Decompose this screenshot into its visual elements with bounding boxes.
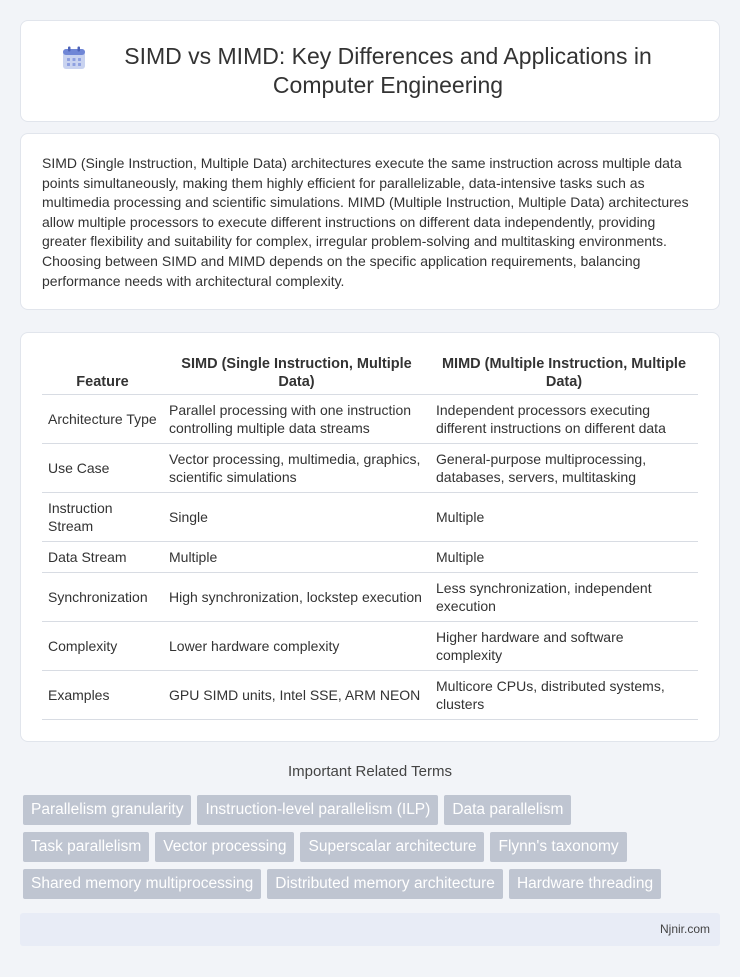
comparison-table-card <box>20 332 720 742</box>
header-feature: Feature <box>42 351 163 395</box>
cell-simd: Lower hardware complexity <box>163 622 430 671</box>
cell-feature: Data Stream <box>42 542 163 573</box>
footer-site-link[interactable]: Njnir.com <box>659 922 710 936</box>
tag-row <box>23 869 723 899</box>
tag-data-parallelism[interactable]: Data parallelism <box>444 795 571 825</box>
related-terms-title: Important Related Terms <box>288 763 452 780</box>
cell-mimd: Multiple <box>430 542 698 573</box>
table-header-row <box>42 351 698 395</box>
cell-feature: Examples <box>42 671 163 720</box>
calendar-icon <box>61 45 87 71</box>
cell-feature: Complexity <box>42 622 163 671</box>
title-card <box>20 20 720 122</box>
table-row <box>42 671 698 720</box>
tag-flynns-taxonomy[interactable]: Flynn's taxonomy <box>490 832 626 862</box>
cell-mimd: Independent processors executing different instructions on different data <box>430 395 698 444</box>
cell-simd: Parallel processing with one instruction controlling multiple data streams <box>163 395 430 444</box>
tag-row <box>23 832 723 862</box>
header-simd: SIMD (Single Instruction, Multiple Data) <box>163 351 430 395</box>
cell-feature: Use Case <box>42 444 163 493</box>
table-row <box>42 542 698 573</box>
cell-mimd: Multicore CPUs, distributed systems, clusters <box>430 671 698 720</box>
cell-feature: Instruction Stream <box>42 493 163 542</box>
table-row <box>42 395 698 444</box>
tag-row <box>23 795 723 825</box>
cell-simd: Single <box>163 493 430 542</box>
cell-feature: Architecture Type <box>42 395 163 444</box>
tag-vector-processing[interactable]: Vector processing <box>155 832 294 862</box>
cell-mimd: Higher hardware and software complexity <box>430 622 698 671</box>
cell-simd: Vector processing, multimedia, graphics, scientific simulations <box>163 444 430 493</box>
tag-distributed-memory-architecture[interactable]: Distributed memory architecture <box>267 869 503 899</box>
related-terms-tags <box>23 795 723 906</box>
table-row <box>42 622 698 671</box>
tag-instruction-level-parallelism[interactable]: Instruction-level parallelism (ILP) <box>197 795 438 825</box>
page-title: SIMD vs MIMD: Key Differences and Applications in Computer Engineering <box>124 43 652 98</box>
intro-card <box>20 133 720 310</box>
header-mimd: MIMD (Multiple Instruction, Multiple Data) <box>430 351 698 395</box>
cell-simd: Multiple <box>163 542 430 573</box>
tag-task-parallelism[interactable]: Task parallelism <box>23 832 149 862</box>
cell-mimd: General-purpose multiprocessing, databases, servers, multitasking <box>430 444 698 493</box>
table-row <box>42 444 698 493</box>
tag-superscalar-architecture[interactable]: Superscalar architecture <box>300 832 484 862</box>
title-wrap <box>61 42 679 100</box>
tag-parallelism-granularity[interactable]: Parallelism granularity <box>23 795 191 825</box>
cell-feature: Synchronization <box>42 573 163 622</box>
cell-mimd: Less synchronization, independent execution <box>430 573 698 622</box>
cell-simd: GPU SIMD units, Intel SSE, ARM NEON <box>163 671 430 720</box>
comparison-table <box>42 351 698 720</box>
cell-simd: High synchronization, lockstep execution <box>163 573 430 622</box>
footer <box>20 913 720 946</box>
intro-paragraph: SIMD (Single Instruction, Multiple Data) architectures execute the same instruction across multiple data points simultaneously, making them highly efficient for parallelizable, data-intensive tasks such as multimedia processing and scientific simulations. MIMD (Multiple Instruction, Multiple Data) architectures allow multiple processors to execute different instructions on different data independently, providing greater flexibility and suitability for complex, irregular problem-solving and multitasking environments. Choosing between SIMD and MIMD depends on the specific application requirements, balancing performance needs with architectural complexity. <box>42 155 689 289</box>
table-row <box>42 573 698 622</box>
tag-hardware-threading[interactable]: Hardware threading <box>509 869 661 899</box>
cell-mimd: Multiple <box>430 493 698 542</box>
table-row <box>42 493 698 542</box>
tag-shared-memory-multiprocessing[interactable]: Shared memory multiprocessing <box>23 869 261 899</box>
